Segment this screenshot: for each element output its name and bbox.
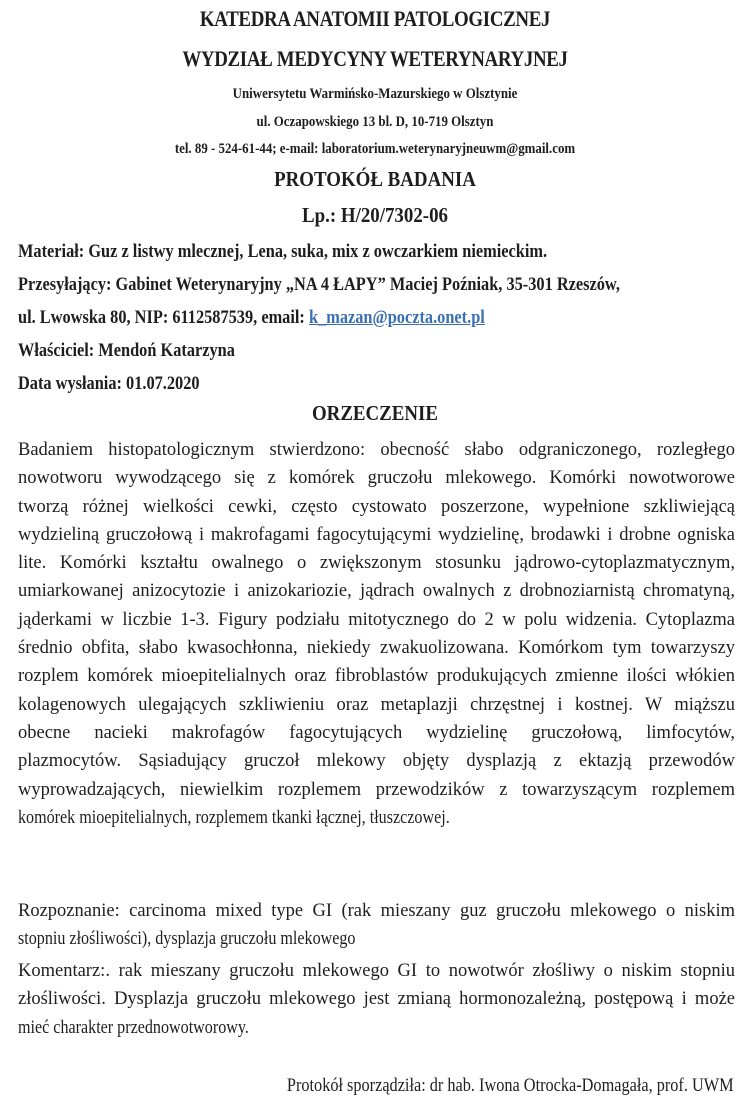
- sender-field-line2: [18, 307, 485, 329]
- diagnosis-paragraph: [18, 897, 735, 954]
- text-line: wydzieliną gruczołową i makrofagami fagocytującymi wydzielinę, brodawki i drobne ogniska: [18, 524, 735, 545]
- text-line: plazmocytów. Sąsiadujący gruczoł mlekowy objęty dysplazją z ektazją przewodów: [18, 751, 735, 772]
- sender-address: ul. Lwowska 80, NIP: 6112587539, email:: [18, 307, 309, 328]
- findings-paragraph: [18, 436, 735, 832]
- material-field: Materiał: Guz z listwy mlecznej, Lena, suka, mix z owczarkiem niemieckim.: [18, 241, 548, 262]
- text-line: mieć charakter przednowotworowy.: [18, 1017, 249, 1038]
- faculty-heading: WYDZIAŁ MEDYCYNY WETERYNARYJNEJ: [182, 46, 568, 71]
- text-line: umiarkowanej anizocytozie i anizokariozie, jądrach owalnych z drobnoziarnistą chromatyną,: [18, 581, 735, 602]
- text-line: złośliwości. Dysplazja gruczołu mlekowego jest zmianą hormonozależną, postępową i może: [18, 989, 735, 1010]
- protocol-title: PROTOKÓŁ BADANIA: [274, 167, 476, 191]
- comment-paragraph: [18, 957, 735, 1042]
- lab-address: ul. Oczapowskiego 13 bl. D, 10-719 Olsztyn: [256, 114, 494, 130]
- text-line: Badaniem histopatologicznym stwierdzono: obecność słabo odgraniczonego, rozległego: [18, 440, 735, 460]
- lab-contact: tel. 89 - 524-61-44; e-mail: laboratorium.weterynaryjneuwm@gmail.com: [174, 141, 576, 157]
- text-line: lite. Komórki kształtu owalnego o zwiększonym stosunku jądrowo-cytoplazmatycznym,: [18, 553, 735, 574]
- text-line: Rozpoznanie: carcinoma mixed type GI (rak mieszany guz gruczołu mlekowego o niskim: [18, 901, 735, 921]
- text-line: jąderkami w liczbie 1-3. Figury podziału mitotycznego do 2 w polu widzenia. Cytoplazma: [18, 609, 735, 630]
- protocol-number: Lp.: H/20/7302-06: [302, 203, 448, 227]
- text-line: obecne nacieki makrofagów fagocytujących wydzielinę gruczołową, limfocytów,: [18, 722, 735, 743]
- sent-date-field: Data wysłania: 01.07.2020: [18, 373, 200, 394]
- text-line: komórek mioepitelialnych, rozplemem tkanki łącznej, tłuszczowej.: [18, 807, 450, 828]
- text-line: stopniu złośliwości), dysplazja gruczołu mlekowego: [18, 929, 356, 950]
- department-heading: KATEDRA ANATOMII PATOLOGICZNEJ: [199, 6, 551, 31]
- text-line: tworzą różnej wielkości cewki, często cystowato poszerzone, wypełnione szkliwiejącą: [18, 496, 735, 517]
- owner-field: Właściciel: Mendoń Katarzyna: [18, 340, 235, 361]
- text-line: rozplem komórek mioepitelialnych oraz fibroblastów produkujących zmienne ilości włókien: [18, 666, 735, 687]
- text-line: kolagenowych ulegających szkliwieniu oraz metaplazji chrzęstnej i kostnej. W miąższu: [18, 694, 735, 715]
- signature-line: Protokół sporządziła: dr hab. Iwona Otrocka-Domagała, prof. UWM: [287, 1076, 734, 1096]
- text-line: nowotworu wywodzącego się z komórek gruczołu mlekowego. Komórki nowotworowe: [18, 468, 735, 489]
- sender-field-line1: Przesyłający: Gabinet Weterynaryjny „NA 4 ŁAPY” Maciej Poźniak, 35-301 Rzeszów,: [18, 274, 620, 295]
- sender-email-link[interactable]: k_mazan@poczta.onet.pl: [308, 307, 485, 328]
- university-name: Uniwersytetu Warmińsko-Mazurskiego w Olsztynie: [232, 86, 518, 102]
- text-line: wyprowadzających, niewielkim rozplemem przewodzików z towarzyszącym rozplemem: [18, 779, 735, 800]
- text-line: średnio obfita, słabo kwasochłonna, niekiedy zwakuolizowana. Komórkom tym towarzyszy: [18, 638, 735, 659]
- text-line: Komentarz:. rak mieszany gruczołu mlekowego GI to nowotwór złośliwy o niskim stopniu: [18, 961, 735, 981]
- verdict-heading: ORZECZENIE: [311, 401, 439, 425]
